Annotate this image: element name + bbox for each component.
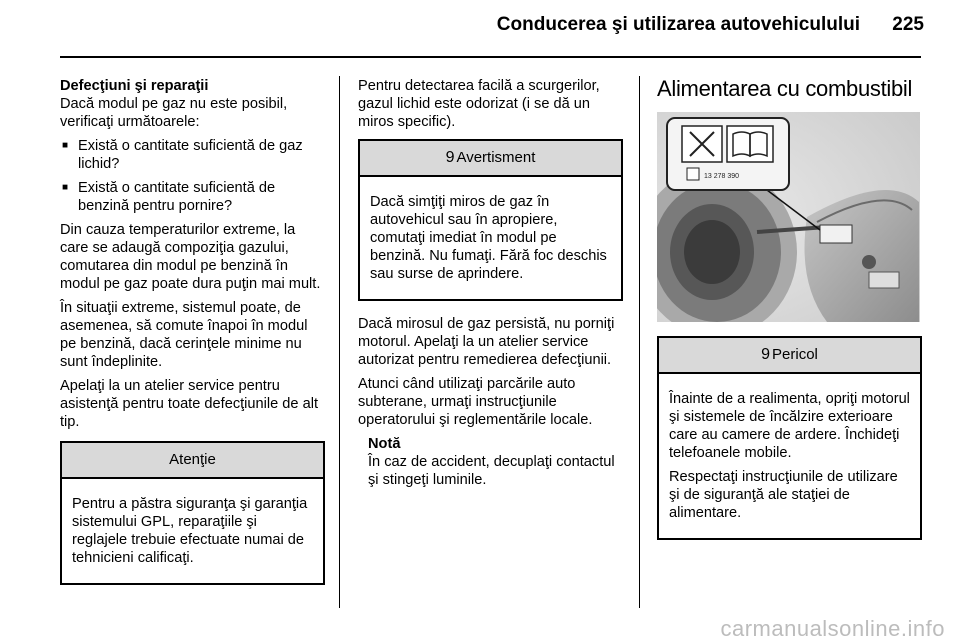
bullet-square-icon: ■ — [62, 140, 69, 151]
caution-box-title — [62, 443, 323, 479]
danger-box-title — [659, 338, 920, 374]
danger-text: Înainte de a realimenta, opriţi motorul şi sistemele de încălzire exterioare care au camere de ardere. Închideţi telefoanele mobile. — [669, 391, 910, 461]
paragraph: Din cauza temperaturilor extreme, la care se adaugă compoziţia gazului, comutarea din modul pe benzină în modul pe gaz poate dura puţin mai mult. — [60, 222, 321, 292]
warning-box-title — [360, 141, 621, 177]
photo-label-number: 13 278 390 — [704, 173, 740, 180]
bullet-item — [60, 137, 325, 173]
caution-text: Pentru a păstra siguranţa şi garanţia sistemului GPL, reparaţiile şi reglajele trebuie efectuate numai de tehnicieni calificaţi. — [72, 496, 308, 566]
caution-title-text: Atenţie — [169, 451, 216, 468]
running-header-title: Conducerea şi utilizarea autovehiculului — [496, 14, 860, 35]
danger-title-text: Pericol — [772, 346, 818, 363]
watermark: carmanualsonline.info — [720, 616, 945, 641]
paragraph: În situaţii extreme, sistemul poate, de asemenea, să comute înapoi în modul pe benzină, dacă cerinţele minime nu sunt îndeplinite. — [60, 300, 308, 370]
warning-title-text: Avertisment — [456, 149, 536, 166]
bullet-text: Există o cantitate suficientă de gaz lichid? — [78, 138, 303, 172]
caution-box-body — [62, 479, 323, 583]
warning-box — [358, 139, 623, 301]
paragraph: Dacă modul pe gaz nu este posibil, verificaţi următoarele: — [60, 96, 288, 130]
caution-box — [60, 441, 325, 585]
bullet-text: Există o cantitate suficientă de benzină pentru pornire? — [78, 180, 276, 214]
section-title: Alimentarea cu combustibil — [657, 76, 913, 101]
column-divider — [339, 76, 340, 608]
paragraph: Apelaţi la un atelier service pentru asistenţă pentru toate defecţiunile de alt tip. — [60, 378, 318, 430]
paragraph: Pentru detectarea facilă a scurgerilor, gazul lichid este odorizat (i se dă un miros specific). — [358, 78, 600, 130]
bullet-item — [60, 179, 325, 215]
note-text: În caz de accident, decuplaţi contactul şi stingeţi luminile. — [368, 454, 615, 488]
bullet-square-icon: ■ — [62, 182, 69, 193]
column-divider — [639, 76, 640, 608]
warning-triangle-icon: 9 — [445, 149, 455, 166]
note-title: Notă — [368, 436, 401, 452]
column-middle — [358, 77, 623, 489]
danger-box — [657, 336, 922, 540]
paragraph: Dacă mirosul de gaz persistă, nu porniţi motorul. Apelaţi la un atelier service autorizat pentru remedierea defecţiunii. — [358, 316, 615, 368]
warning-box-body — [360, 177, 621, 299]
page-number: 225 — [892, 14, 924, 35]
subheading: Defecţiuni şi reparaţii — [60, 78, 209, 94]
fuel-filler-flap-photo — [657, 112, 920, 322]
header-rule — [60, 56, 921, 58]
column-right — [657, 328, 922, 540]
danger-text: Respectaţi instrucţiunile de utilizare şi de siguranţă ale staţiei de alimentare. — [669, 469, 898, 521]
paragraph: Atunci când utilizaţi parcările auto subterane, urmaţi instrucţiunile operatorului şi reglementările locale. — [358, 376, 593, 428]
note — [358, 435, 623, 489]
warning-text: Dacă simţiţi miros de gaz în autovehicul sau în apropiere, comutaţi imediat în modul pe benzină. Nu fumaţi. Fără foc deschis sau surse de aprindere. — [370, 194, 607, 282]
danger-box-body — [659, 374, 920, 538]
danger-triangle-icon: 9 — [761, 346, 771, 363]
column-left — [60, 77, 325, 585]
